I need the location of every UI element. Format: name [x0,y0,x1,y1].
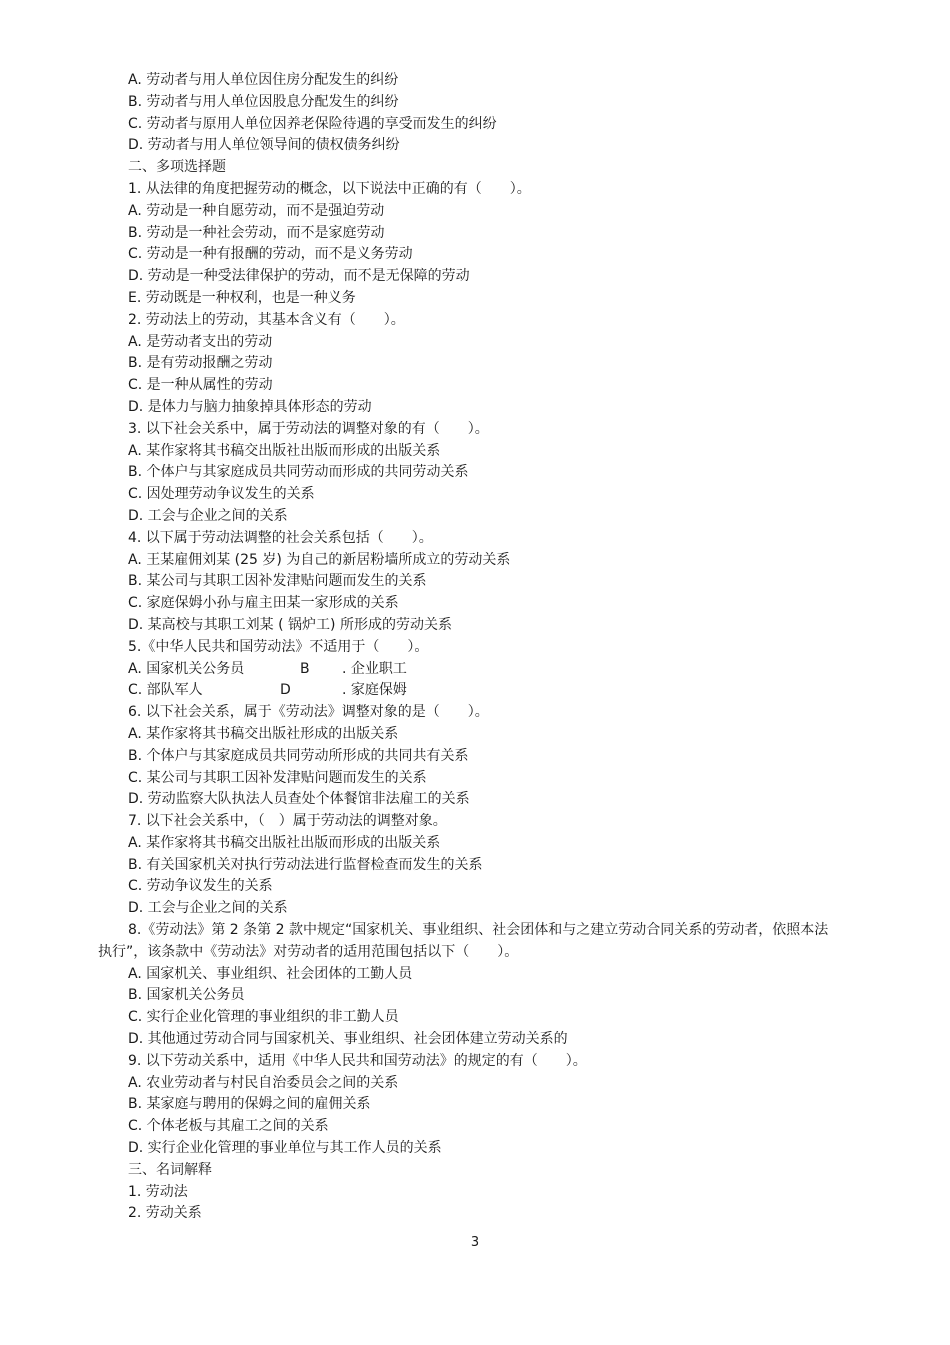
question-8-text: 8.《劳动法》第 2 条第 2 款中规定“国家机关、事业组织、社会团体和与之建立劳动合同关系的劳动者，依照本法执行”，该条款中《劳动法》对劳动者的适用范围包括以下（ ）。 [98,922,829,960]
text-line: 二、多项选择题 [128,159,226,176]
text-line: B. 是有劳动报酬之劳动 [128,355,273,372]
text-line: C. 因处理劳动争议发生的关系 [128,486,315,503]
text-line: D. 劳动监察大队执法人员查处个体餐馆非法雇工的关系 [128,791,470,808]
text-line: E. 劳动既是一种权利，也是一种义务 [128,289,356,306]
q5-options-row-1 [128,659,838,681]
bottom-lines-block [128,964,838,1226]
text-line: C. 是一种从属性的劳动 [128,377,273,394]
text-line: 1. 从法律的角度把握劳动的概念，以下说法中正确的有（ ）。 [128,180,531,197]
text-line: 6. 以下社会关系，属于《劳动法》调整对象的是（ ）。 [128,704,489,721]
text-line: A. 劳动者与用人单位因住房分配发生的纠纷 [128,72,399,88]
text-line: A. 是劳动者支出的劳动 [128,333,273,350]
text-line: D. 工会与企业之间的关系 [128,900,288,917]
text-line: D. 某高校与其职工刘某 ( 锅炉工) 所形成的劳动关系 [128,616,452,633]
text-line: B. 某公司与其职工因补发津贴问题而发生的关系 [128,573,427,590]
text-line: B. 劳动者与用人单位因股息分配发生的纠纷 [128,93,399,110]
text-line: C. 劳动是一种有报酬的劳动，而不是义务劳动 [128,246,413,263]
text-line: A. 某作家将其书稿交出版社形成的出版关系 [128,725,399,742]
text-line: B. 劳动是一种社会劳动，而不是家庭劳动 [128,224,385,241]
text-line: C. 某公司与其职工因补发津贴问题而发生的关系 [128,769,427,786]
text-line: C. 劳动者与原用人单位因养老保险待遇的享受而发生的纠纷 [128,115,497,132]
text-line: 三、名词解释 [128,1161,212,1178]
text-line: C. 家庭保姆小孙与雇主田某一家形成的关系 [128,595,399,612]
text-line: D. 劳动者与用人单位领导间的债权债务纠纷 [128,137,400,154]
text-line: D. 是体力与脑力抽象掉具体形态的劳动 [128,398,372,415]
text-line: A. 某作家将其书稿交出版社出版而形成的出版关系 [128,442,441,459]
text-line: 2. 劳动关系 [128,1205,202,1222]
text-line: C. 个体老板与其雇工之间的关系 [128,1118,329,1135]
text-line: B. 个体户与其家庭成员共同劳动而形成的共同劳动关系 [128,464,469,481]
text-line: 3. 以下社会关系中，属于劳动法的调整对象的有（ ）。 [128,420,489,437]
text-line: C. 实行企业化管理的事业组织的非工勤人员 [128,1009,399,1026]
text-line: D. 实行企业化管理的事业单位与其工作人员的关系 [128,1140,442,1157]
text-line: C. 劳动争议发生的关系 [128,878,273,895]
q5-option-a: A. 国家机关公务员 [128,660,245,677]
text-line: 2. 劳动法上的劳动，其基本含义有（ ）。 [128,311,405,328]
top-lines-block [128,70,838,659]
q5-option-d-text: . 家庭保姆 [342,682,407,699]
q5-option-c: C. 部队军人 [128,682,203,699]
text-line: 5.《中华人民共和国劳动法》不适用于（ ）。 [128,638,429,655]
text-line: A. 国家机关、事业组织、社会团体的工勤人员 [128,965,413,982]
q5-option-b-letter: B [300,660,310,677]
text-line: A. 王某雇佣刘某 (25 岁) 为自己的新居粉墙所成立的劳动关系 [128,551,511,568]
text-line: 1. 劳动法 [128,1183,188,1200]
q5-option-b-text: . 企业职工 [342,660,407,677]
text-line: B. 有关国家机关对执行劳动法进行监督检查而发生的关系 [128,856,483,873]
page-number: 3 [470,1235,480,1250]
q5-options-row-2 [128,680,838,702]
text-line: D. 工会与企业之间的关系 [128,507,288,524]
text-line: 9. 以下劳动关系中，适用《中华人民共和国劳动法》的规定的有（ ）。 [128,1052,587,1069]
page-content [98,70,838,1225]
text-line: B. 某家庭与聘用的保姆之间的雇佣关系 [128,1096,371,1113]
text-line: A. 农业劳动者与村民自治委员会之间的关系 [128,1074,399,1091]
text-line: B. 个体户与其家庭成员共同劳动所形成的共同共有关系 [128,747,469,764]
q5-option-d-letter: D [280,682,291,699]
middle-lines-block [128,702,838,920]
text-line: A. 劳动是一种自愿劳动，而不是强迫劳动 [128,202,385,219]
text-line: D. 其他通过劳动合同与国家机关、事业组织、社会团体建立劳动关系的 [128,1031,568,1048]
text-line: 4. 以下属于劳动法调整的社会关系包括（ ）。 [128,529,433,546]
text-line: D. 劳动是一种受法律保护的劳动，而不是无保障的劳动 [128,268,470,285]
text-line: 7. 以下社会关系中，（ ）属于劳动法的调整对象。 [128,813,447,830]
text-line: B. 国家机关公务员 [128,987,245,1004]
text-line: A. 某作家将其书稿交出版社出版而形成的出版关系 [128,834,441,851]
